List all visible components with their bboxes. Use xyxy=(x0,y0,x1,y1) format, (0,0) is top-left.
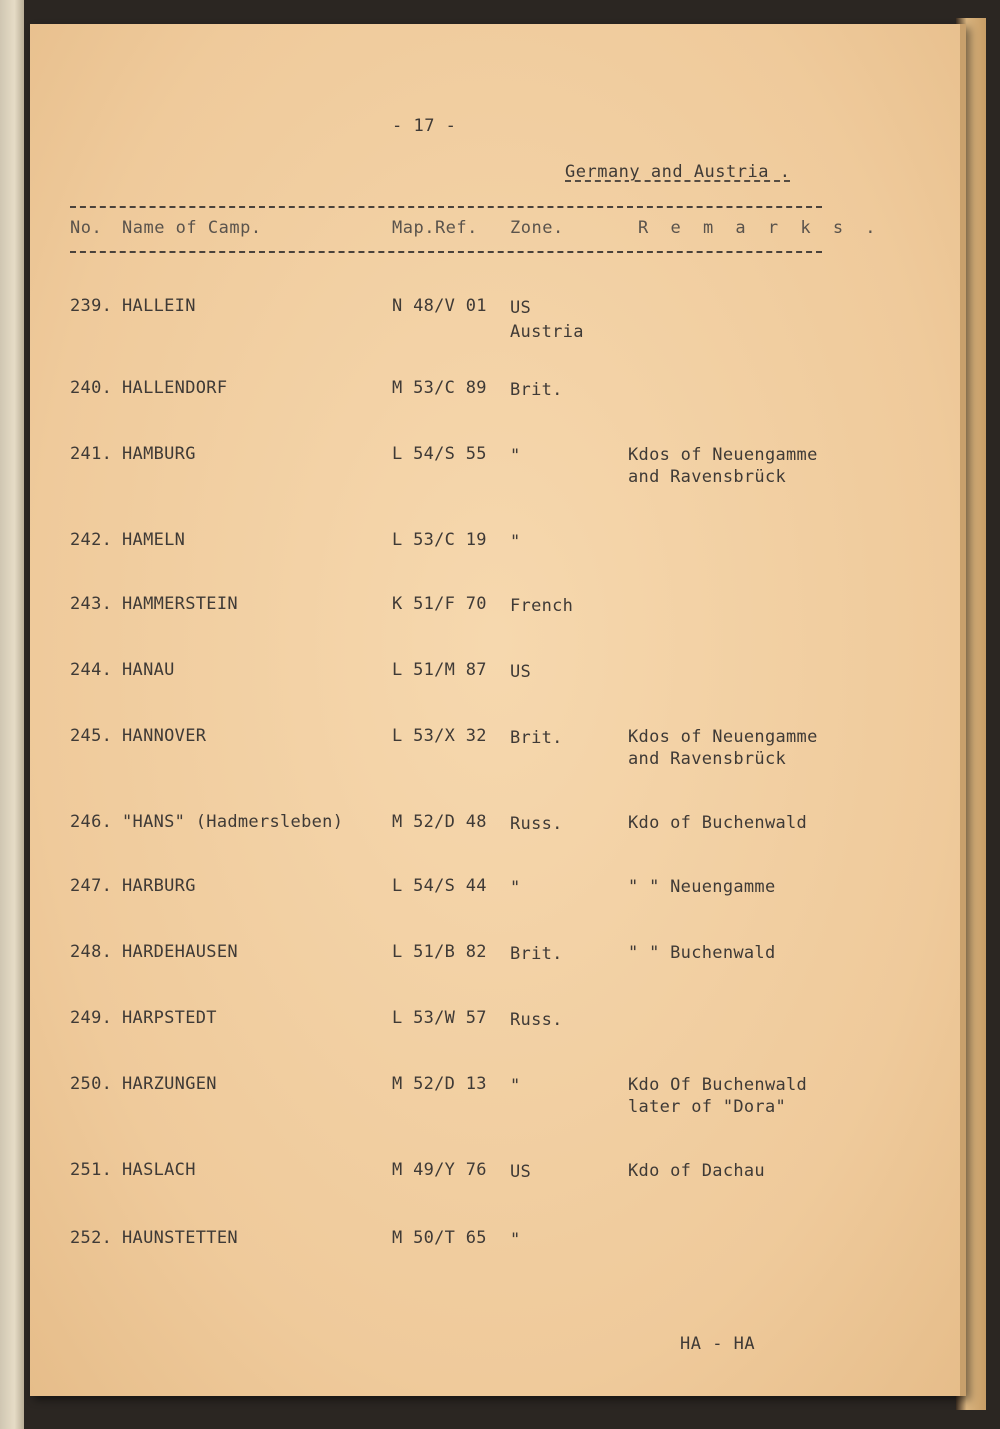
camp-name: HALLENDORF xyxy=(122,378,228,398)
column-header-no: No. xyxy=(70,218,103,238)
zone: US Austria xyxy=(510,298,584,342)
camp-name: HALLEIN xyxy=(122,296,196,316)
zone: " xyxy=(510,1076,521,1096)
zone: Russ. xyxy=(510,814,563,834)
remarks: " " Neuengamme xyxy=(628,877,776,897)
table-row xyxy=(30,1074,960,1134)
camp-name: HARDEHAUSEN xyxy=(122,942,238,962)
camp-name: HANAU xyxy=(122,660,175,680)
map-reference: N 48/V 01 xyxy=(392,296,487,316)
map-reference: K 51/F 70 xyxy=(392,594,487,614)
remarks: Kdo of Buchenwald xyxy=(628,813,808,833)
zone: US xyxy=(510,1162,532,1182)
page-footer: HA - HA xyxy=(680,1334,756,1354)
zone: Brit. xyxy=(510,380,563,400)
binder-edge xyxy=(0,0,24,1429)
remarks: " " Buchenwald xyxy=(628,943,776,963)
table-row xyxy=(30,594,960,654)
entry-number: 246. xyxy=(70,812,113,832)
column-header-zone: Zone. xyxy=(510,218,564,238)
document-page xyxy=(30,24,966,1396)
table-row xyxy=(30,660,960,720)
entry-number: 241. xyxy=(70,444,113,464)
entry-number: 242. xyxy=(70,530,113,550)
camp-name: "HANS" (Hadmersleben) xyxy=(122,812,344,832)
entry-number: 248. xyxy=(70,942,113,962)
map-reference: M 52/D 13 xyxy=(392,1074,487,1094)
map-reference: L 51/M 87 xyxy=(392,660,487,680)
map-reference: L 53/X 32 xyxy=(392,726,487,746)
camp-name: HANNOVER xyxy=(122,726,207,746)
column-header-name: Name of Camp. xyxy=(122,218,262,238)
table-row xyxy=(30,1160,960,1220)
table-row xyxy=(30,876,960,936)
map-reference: M 50/T 65 xyxy=(392,1228,487,1248)
table-row xyxy=(30,530,960,590)
zone: Brit. xyxy=(510,944,563,964)
header-rule-bottom xyxy=(70,251,822,253)
entry-number: 249. xyxy=(70,1008,113,1028)
table-row xyxy=(30,378,960,438)
camp-name: HAMMERSTEIN xyxy=(122,594,238,614)
map-reference: L 51/B 82 xyxy=(392,942,487,962)
camp-name: HAMELN xyxy=(122,530,186,550)
remarks: Kdo of Dachau xyxy=(628,1161,765,1181)
entry-number: 251. xyxy=(70,1160,113,1180)
table-row xyxy=(30,942,960,1002)
map-reference: L 53/W 57 xyxy=(392,1008,487,1028)
entry-number: 247. xyxy=(70,876,113,896)
remarks: Kdos of Neuengamme and Ravensbrück xyxy=(628,445,818,487)
zone: US xyxy=(510,662,532,682)
zone: French xyxy=(510,596,574,616)
entry-number: 244. xyxy=(70,660,113,680)
zone: " xyxy=(510,1230,521,1250)
camp-name: HASLACH xyxy=(122,1160,196,1180)
entry-number: 245. xyxy=(70,726,113,746)
map-reference: M 53/C 89 xyxy=(392,378,487,398)
zone: " xyxy=(510,446,521,466)
table-row xyxy=(30,444,960,504)
table-row xyxy=(30,1008,960,1068)
table-row xyxy=(30,296,960,356)
table-row xyxy=(30,726,960,786)
map-reference: L 53/C 19 xyxy=(392,530,487,550)
table-row xyxy=(30,812,960,872)
header-rule-top xyxy=(70,206,822,208)
zone: " xyxy=(510,878,521,898)
page-number: - 17 - xyxy=(392,116,457,136)
column-header-remarks: R e m a r k s . xyxy=(638,218,882,238)
remarks: Kdo Of Buchenwald later of "Dora" xyxy=(628,1075,808,1117)
zone: Russ. xyxy=(510,1010,563,1030)
camp-name: HAMBURG xyxy=(122,444,196,464)
section-heading: Germany and Austria . xyxy=(565,162,791,182)
entry-number: 239. xyxy=(70,296,113,316)
map-reference: L 54/S 55 xyxy=(392,444,487,464)
entry-number: 243. xyxy=(70,594,113,614)
zone: Brit. xyxy=(510,728,563,748)
table-row xyxy=(30,1228,960,1288)
entry-number: 240. xyxy=(70,378,113,398)
entry-number: 250. xyxy=(70,1074,113,1094)
remarks: Kdos of Neuengamme and Ravensbrück xyxy=(628,727,818,769)
camp-name: HARPSTEDT xyxy=(122,1008,217,1028)
camp-name: HAUNSTETTEN xyxy=(122,1228,238,1248)
map-reference: M 49/Y 76 xyxy=(392,1160,487,1180)
zone: " xyxy=(510,532,521,552)
entry-number: 252. xyxy=(70,1228,113,1248)
map-reference: L 54/S 44 xyxy=(392,876,487,896)
camp-name: HARBURG xyxy=(122,876,196,896)
camp-name: HARZUNGEN xyxy=(122,1074,217,1094)
map-reference: M 52/D 48 xyxy=(392,812,487,832)
column-header-map-ref: Map.Ref. xyxy=(392,218,478,238)
